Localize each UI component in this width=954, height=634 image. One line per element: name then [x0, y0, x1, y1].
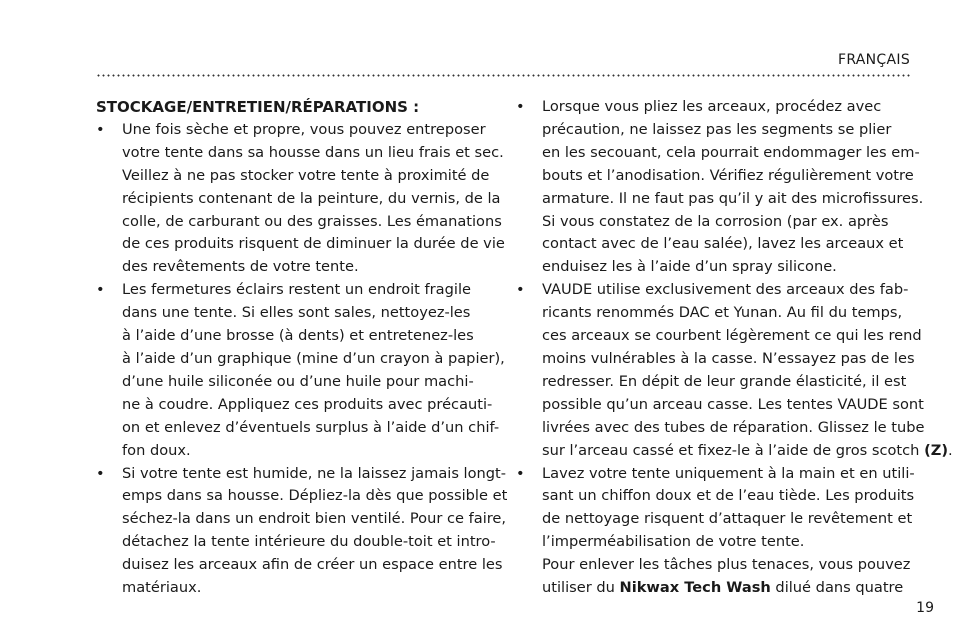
text-line: • Lorsque vous pliez les arceaux, procédez avec	[542, 98, 882, 115]
text-line: moins vulnérables à la casse. N’essayez pas de les	[542, 349, 915, 367]
bullet-poles-manufacturers	[516, 279, 953, 462]
text-line: récipients contenant de la peinture, du vernis, de la	[122, 189, 501, 207]
text-line: à l’aide d’une brosse (à dents) et entretenez-les	[122, 327, 474, 345]
text-line: emps dans sa housse. Dépliez-la dès que possible et	[122, 487, 508, 505]
bullet-storage	[96, 119, 505, 279]
text-line: séchez-la dans un endroit bien ventilé. Pour ce faire,	[122, 510, 507, 528]
text-line-with-bold	[542, 440, 953, 463]
text-fragment: utiliser du	[542, 579, 620, 597]
text-line: colle, de carburant ou des graisses. Les émanations	[122, 212, 502, 230]
text-line: ricants renommés DAC et Yunan. Au fil du temps,	[542, 304, 903, 322]
page-number: 19	[916, 600, 934, 616]
bullet-humid	[96, 463, 508, 600]
text-line: livrées avec des tubes de réparation. Glissez le tube	[542, 418, 925, 436]
text-line: armature. Il ne faut pas qu’il y ait des microfissures.	[542, 189, 924, 207]
left-column	[96, 96, 508, 600]
text-line: • Les fermetures éclairs restent un endroit fragile	[122, 281, 471, 299]
text-line: l’imperméabilisation de votre tente.	[542, 533, 805, 551]
bold-product-name: Nikwax Tech Wash	[619, 579, 771, 597]
text-line: redresser. En dépit de leur grande élasticité, il est	[542, 372, 907, 390]
text-line: duisez les arceaux afin de créer un espace entre les	[122, 556, 503, 574]
text-line: d’une huile siliconée ou d’une huile pour machi-	[122, 372, 474, 390]
text-line: • Lavez votre tente uniquement à la main et en utili-	[542, 464, 915, 482]
text-line: de ces produits risquent de diminuer la durée de vie	[122, 235, 505, 253]
text-line: fon doux.	[122, 441, 191, 459]
text-line: ces arceaux se courbent légèrement ce qui les rend	[542, 327, 922, 345]
text-line: enduisez les à l’aide d’un spray silicone.	[542, 258, 837, 276]
text-line: • Si votre tente est humide, ne la laissez jamais longt-	[122, 464, 507, 482]
section-title: STOCKAGE/ENTRETIEN/RÉPARATIONS :	[96, 98, 420, 116]
text-line: on et enlevez d’éventuels surplus à l’aide d’un chif-	[122, 418, 500, 436]
right-bullet-list	[516, 96, 953, 600]
text-line: Pour enlever les tâches plus tenaces, vous pouvez	[542, 556, 911, 574]
text-line: • Une fois sèche et propre, vous pouvez entreposer	[122, 120, 486, 138]
text-line: de nettoyage risquent d’attaquer le revêtement et	[542, 510, 913, 528]
text-line: • VAUDE utilise exclusivement des arceaux des fab-	[542, 281, 909, 299]
text-line: en les secouant, cela pourrait endommager les em-	[542, 143, 920, 161]
bullet-washing	[516, 463, 916, 600]
text-line-with-bold	[542, 577, 916, 600]
text-line: votre tente dans sa housse dans un lieu frais et sec.	[122, 143, 504, 161]
text-line: à l’aide d’un graphique (mine d’un crayon à papier),	[122, 349, 505, 367]
text-line: des revêtements de votre tente.	[122, 258, 359, 276]
text-line: ne à coudre. Appliquez ces produits avec précauti-	[122, 395, 493, 413]
bold-reference: (Z)	[924, 441, 948, 459]
text-line: sant un chiffon doux et de l’eau tiède. Les produits	[542, 487, 915, 505]
right-column	[516, 96, 953, 600]
text-fragment: dilué dans quatre	[770, 579, 904, 597]
text-line: contact avec de l’eau salée), lavez les arceaux et	[542, 235, 904, 253]
text-line: Si vous constatez de la corrosion (par ex. après	[542, 212, 889, 230]
text-line: détachez la tente intérieure du double-toit et intro-	[122, 533, 496, 551]
text-fragment: .	[948, 441, 953, 459]
language-header: FRANÇAIS	[837, 52, 910, 68]
text-line: possible qu’un arceau casse. Les tentes VAUDE sont	[542, 395, 924, 413]
text-line: bouts et l’anodisation. Vérifiez régulièrement votre	[542, 166, 914, 184]
text-line: précaution, ne laissez pas les segments se plier	[542, 120, 892, 138]
left-bullet-list	[96, 119, 508, 600]
dotted-divider	[96, 74, 910, 77]
text-line: dans une tente. Si elles sont sales, nettoyez-les	[122, 304, 471, 322]
text-fragment: sur l’arceau cassé et fixez-le à l’aide de gros scotch	[542, 441, 925, 459]
text-line: Veillez à ne pas stocker votre tente à proximité de	[122, 166, 490, 184]
text-line: matériaux.	[122, 579, 202, 597]
bullet-zippers	[96, 279, 505, 462]
bullet-poles-folding	[516, 96, 924, 279]
